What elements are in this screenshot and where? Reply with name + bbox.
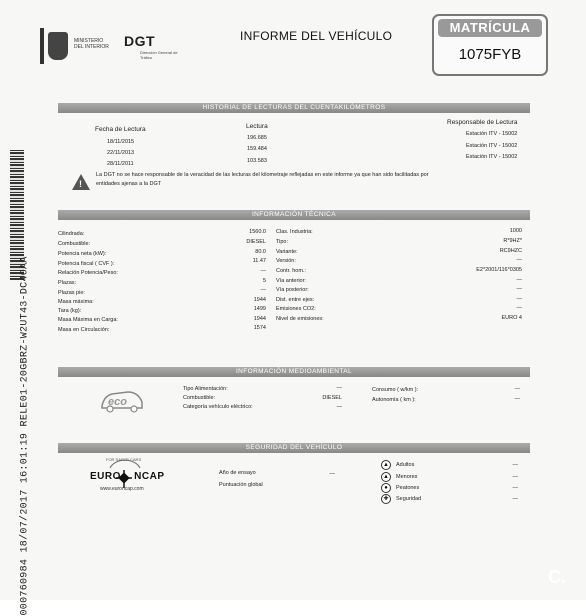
tech-label: Vía posterior:: [276, 287, 309, 293]
tech-label: Vía anterior:: [276, 278, 306, 284]
env-label: Consumo ( w/km ):: [372, 387, 419, 393]
tech-value: —: [516, 257, 522, 263]
tech-value: 1944: [253, 297, 266, 303]
tech-label: Potencia fiscal ( CVF ):: [58, 261, 115, 267]
tech-label: Dist. entre ejes:: [276, 297, 315, 303]
plate-label: MATRÍCULA: [438, 19, 542, 37]
odometer-row-responsible: Estación ITV - 15002: [466, 143, 518, 149]
env-label: Combustible:: [183, 395, 216, 401]
col-responsible-header: Responsable de Lectura: [447, 119, 518, 126]
euro-ncap-logo: [90, 456, 165, 496]
env-value: —: [514, 396, 520, 402]
tech-value: DIESEL: [246, 239, 266, 245]
env-label: Autonomía ( km ):: [372, 397, 416, 403]
pedestrian-icon: ●: [381, 483, 391, 493]
government-logo: [34, 28, 178, 64]
adult-icon: ▲: [381, 460, 391, 470]
odometer-row-reading: 196.685: [247, 135, 267, 141]
env-label: Categoría vehículo eléctrico:: [183, 404, 253, 410]
tech-label: Potencia neta (kW):: [58, 251, 107, 257]
tech-label: Cilindrada:: [58, 231, 85, 237]
euro-ncap-name: EURO NCAP: [90, 471, 165, 482]
safety-label: Seguridad: [396, 496, 422, 502]
env-value: —: [336, 385, 342, 391]
spanish-crest-icon: [48, 32, 68, 60]
tech-value: 80.0: [255, 249, 266, 255]
safety-label: Menores: [396, 474, 418, 480]
tech-label: Masa en Circulación:: [58, 327, 110, 333]
tech-value: EURO 4: [501, 315, 522, 321]
environment-section-header: INFORMACIÓN MEDIOAMBIENTAL: [58, 367, 530, 377]
tech-label: Clas. Industria:: [276, 229, 313, 235]
tech-label: Emisiones CO2:: [276, 306, 316, 312]
col-reading-header: Lectura: [246, 123, 268, 130]
tech-label: Plazas pie:: [58, 290, 85, 296]
tech-value: —: [260, 268, 266, 274]
tech-label: Nivel de emisiones:: [276, 316, 324, 322]
tech-value: 5: [262, 278, 266, 284]
euro-ncap-url: www.euroncap.com: [100, 486, 144, 492]
tech-value: 1944: [253, 316, 266, 322]
tech-value: —: [516, 277, 522, 283]
tech-label: Combustible:: [58, 241, 91, 247]
tech-label: Versión:: [276, 258, 296, 264]
tech-value: —: [516, 305, 522, 311]
safety-value: —: [512, 462, 518, 468]
tech-label: Masa máxima:: [58, 299, 94, 305]
tech-label: Variante:: [276, 249, 298, 255]
odometer-row-responsible: Estación ITV - 15002: [466, 154, 518, 160]
odometer-row-responsible: Estación ITV - 15002: [466, 131, 518, 137]
eco-label: eco: [108, 396, 127, 408]
odometer-row-date: 28/11/2011: [107, 161, 134, 167]
safety-value: —: [329, 471, 335, 477]
safety-section-header: SEGURIDAD DEL VEHÍCULO: [58, 443, 530, 453]
safety-value: —: [512, 496, 518, 502]
corner-watermark: C.: [548, 567, 566, 587]
env-label: Tipo Alimentación:: [183, 386, 228, 392]
safety-value: —: [512, 485, 518, 491]
odometer-row-reading: 159.484: [247, 146, 267, 152]
safety-label: Peatones: [396, 485, 420, 491]
crest-bar-icon: [40, 28, 44, 64]
license-plate-box: [432, 14, 548, 76]
tech-value: —: [260, 287, 266, 293]
dgt-subtitle: Dirección General de Tráfico: [140, 50, 178, 60]
safety-label: Año de ensayo: [219, 470, 256, 476]
page-title: INFORME DEL VEHÍCULO: [240, 29, 393, 43]
env-value: DIESEL: [322, 395, 342, 401]
disclaimer-line-1: La DGT no se hace responsable de la veracidad de las lecturas del kilometraje reflejadas en este informe ya que han sido facilitadas por: [96, 172, 429, 178]
ministry-label: MINISTERIO DEL INTERIOR: [74, 38, 109, 50]
euro-ncap-tagline: FOR SAFER CARS: [106, 457, 142, 462]
tech-label: Contr. hom.:: [276, 268, 306, 274]
tech-value: 1499: [253, 306, 266, 312]
disclaimer-line-2: entidades ajenas a la DGT: [96, 181, 162, 187]
tech-label: Plazas:: [58, 280, 77, 286]
technical-section-header: INFORMACIÓN TÉCNICA: [58, 210, 530, 220]
tech-value: —: [516, 296, 522, 302]
safety-value: —: [512, 474, 518, 480]
odometer-row-date: 22/11/2013: [107, 150, 135, 156]
tech-value: 11.47: [252, 258, 266, 264]
dgt-logo-text: DGT: [124, 33, 156, 49]
env-value: —: [336, 404, 342, 410]
tech-value: R*9HZ*: [503, 238, 522, 244]
col-date-header: Fecha de Lectura: [95, 126, 146, 133]
tech-label: Masa Máxima en Carga:: [58, 317, 118, 323]
odometer-section-header: HISTORIAL DE LECTURAS DEL CUENTAKILÓMETROS: [58, 103, 530, 113]
tech-value: —: [516, 286, 522, 292]
tech-value: 1574: [253, 325, 266, 331]
safety-icon: ✚: [381, 494, 391, 504]
tech-value: E2*2001/116*0305: [476, 267, 522, 273]
tech-value: 1000: [509, 228, 522, 234]
odometer-row-reading: 103.583: [247, 158, 267, 164]
child-icon: ▲: [381, 472, 391, 482]
env-value: —: [514, 386, 520, 392]
tech-label: Relación Potencia/Peso:: [58, 270, 118, 276]
safety-label: Adultos: [396, 462, 415, 468]
plate-number: 1075FYB: [458, 46, 522, 63]
tech-label: Tara (kg):: [58, 308, 82, 314]
tech-label: Tipo:: [276, 239, 289, 245]
safety-label: Puntuación global: [219, 482, 263, 488]
side-reference-text: 000760984 18/07/2017 16:01:19 RELE01-20GBRZ-W2UT43-DC40AA: [19, 256, 31, 616]
odometer-row-date: 18/11/2015: [107, 139, 135, 145]
warning-exclamation-icon: !: [79, 179, 82, 189]
tech-value: RC9HZC: [499, 248, 522, 254]
tech-value: 1560.0: [249, 229, 266, 235]
